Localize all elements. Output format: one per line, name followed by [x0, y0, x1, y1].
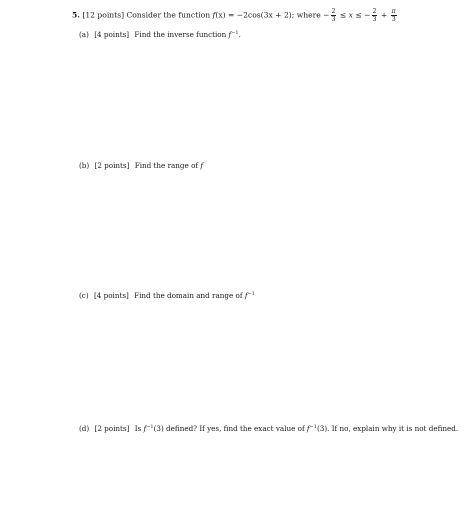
part-d-points: [2 points]: [94, 424, 130, 433]
function-name: f: [212, 10, 216, 20]
domain-variable: x: [348, 10, 353, 20]
question-intro: Consider the function: [126, 10, 211, 20]
part-d-text-3: (3). If no, explain why it is not defined.: [316, 424, 459, 433]
part-b-text: Find the range of: [134, 161, 201, 170]
part-d-text-2: (3) defined? If yes, find the exact value of: [153, 424, 307, 433]
part-b-label: (b): [79, 161, 90, 170]
part-a-label: (a): [79, 30, 89, 39]
fraction-pi-thirds: $\frac{\pi}{3}$: [391, 8, 396, 23]
question-header: [72, 8, 398, 24]
part-c-text: Find the domain and range of: [134, 291, 245, 300]
part-a-points: [4 points]: [94, 30, 130, 39]
part-b-points: [2 points]: [94, 161, 130, 170]
part-c-points: [4 points]: [93, 291, 129, 300]
part-a-text: Find the inverse function: [134, 30, 229, 39]
part-a-f: f: [228, 30, 232, 39]
fraction-two-thirds-lower: $\frac{2}{3}$: [331, 8, 336, 23]
function-definition: = −2cos(3x + 2); where: [225, 10, 324, 20]
part-a: [79, 31, 241, 38]
part-d-f-2: f: [306, 424, 310, 433]
leq-sign-2: ≤ −: [352, 10, 371, 20]
question-number: 5.: [72, 10, 80, 20]
question-points: [12 points]: [82, 10, 125, 20]
fraction-two-thirds-upper: $\frac{2}{3}$: [372, 8, 377, 23]
part-d-f-1: f: [143, 424, 147, 433]
part-d-label: (d): [79, 424, 90, 433]
part-a-superscript: −1: [231, 30, 239, 36]
part-c: [79, 292, 255, 299]
part-b-f: f: [200, 161, 204, 170]
part-d: [79, 425, 458, 432]
part-d-text-1: Is: [134, 424, 144, 433]
part-c-label: (c): [79, 291, 89, 300]
plus-sign: +: [378, 10, 390, 20]
part-d-superscript-1: −1: [146, 424, 154, 430]
domain-minus: −: [323, 10, 330, 20]
part-c-superscript: −1: [247, 291, 255, 297]
leq-sign-1: ≤: [337, 10, 349, 20]
part-a-end: .: [238, 30, 241, 39]
part-b: [79, 162, 203, 169]
part-d-superscript-2: −1: [309, 424, 317, 430]
function-arg: (x): [215, 10, 226, 20]
part-c-f: f: [244, 291, 248, 300]
